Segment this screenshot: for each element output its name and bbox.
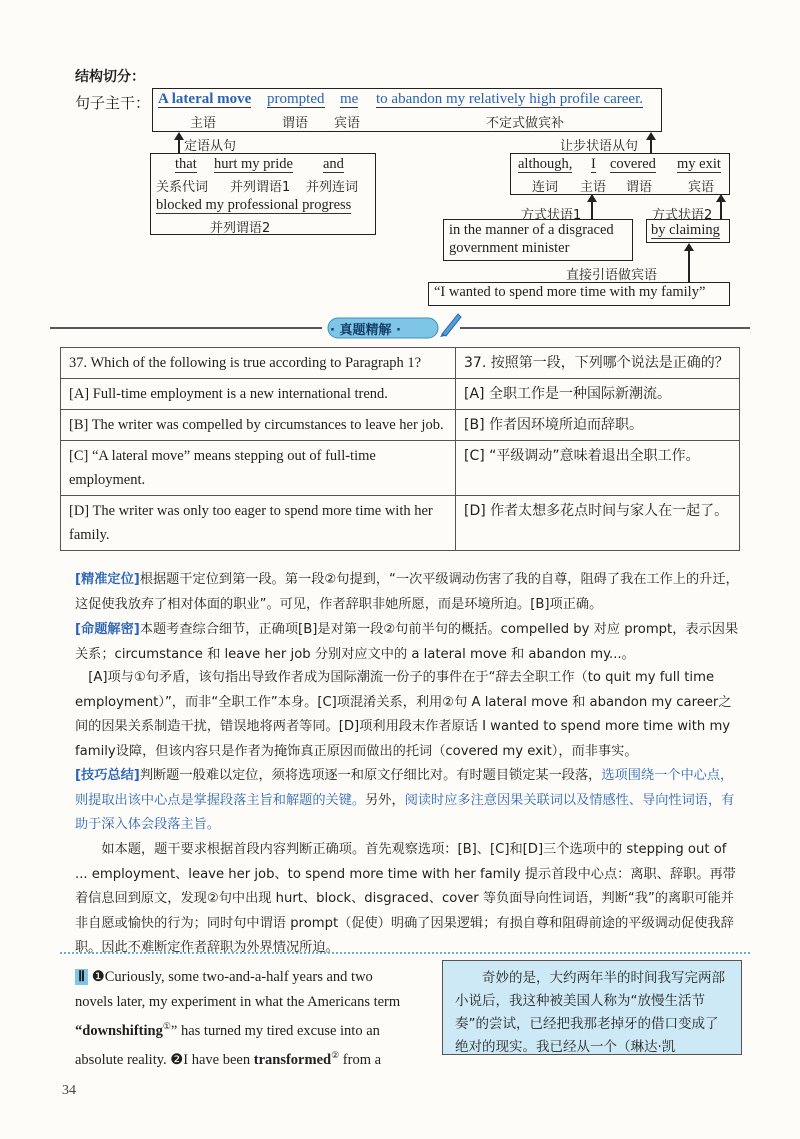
arrow-up-icon	[646, 132, 656, 140]
option-a-zh: [A] 全职工作是一种国际新潮流。	[456, 379, 740, 410]
analysis-tag: [命题解密]	[75, 622, 140, 637]
analysis-distractors: [A]项与①句矛盾，该句指出导致作者成为国际潮流一份子的事件在于“辞去全职工作（to quit my full time employment）”，而非“全职工作”本身。[C]项混淆关系，利用②句 A lateral move 和 abandon my career之间的因果关系制造干扰，错误地将两者等同。[D]项利用段末作者原话 I wanted to spend more time with my family设障，但该内容只是作者为掩饰真正原因而做出的托词（covered my exit），而非事实。	[75, 670, 732, 759]
pen-icon	[438, 310, 464, 338]
role-object: 宾语	[334, 116, 361, 131]
option-a-en: [A] Full-time employment is a new international trend.	[61, 379, 456, 410]
manner2-text: by claiming	[651, 222, 720, 238]
main-clause-subject: A lateral move	[158, 91, 252, 107]
conc-role-i: 主语	[580, 180, 607, 195]
conc-although: although,	[518, 156, 573, 172]
quote-text: “I wanted to spend more time with my family”	[434, 284, 706, 300]
main-clause-complement: to abandon my relatively high profile career.	[376, 91, 643, 107]
conc-role-although: 连词	[532, 180, 559, 195]
option-c-en: [C] “A lateral move” means stepping out of full-time employment.	[61, 441, 456, 496]
passage-paragraph: Ⅱ ❶Curiously, some two-and-a-half years and two novels later, my experiment in what the Americans term “downshifting①” has turned my tired excuse into an absolute reality. ❷I have been transformed② from a	[75, 969, 401, 1069]
table-row	[61, 410, 740, 441]
table-row	[61, 496, 740, 551]
manner1-label: 方式状语1	[521, 208, 582, 223]
attr-role-and: 并列连词	[306, 180, 359, 195]
section-number: Ⅱ	[75, 969, 88, 985]
attr-blocked: blocked my professional progress	[156, 197, 352, 213]
question-stem-zh: 37. 按照第一段，下列哪个说法是正确的？	[456, 348, 740, 379]
analysis-precise-location: [精准定位]根据题干定位到第一段。第一段②句提到，“一次平级调动伤害了我的自尊，阻碍了我在工作上的升迁，这促使我放弃了相对体面的职业”。可见，作者辞职非她所愿，而是环境所迫。[B]项正确。	[75, 572, 739, 612]
translation-box: 奇妙的是，大约两年半的时间我写完两部小说后，我这种被美国人称为“放慢生活节奏”的尝试，已经把我那老掉牙的借口变成了绝对的现实。我已经从一个（琳达·凯	[442, 960, 742, 1055]
question-table	[60, 347, 740, 551]
connector-line	[650, 140, 652, 154]
main-clause-object: me	[340, 91, 359, 107]
connector-line	[688, 250, 690, 282]
conc-role-covered: 谓语	[626, 180, 653, 195]
analysis-tag: [精准定位]	[75, 572, 140, 587]
option-b-en: [B] The writer was compelled by circumstances to leave her job.	[61, 410, 456, 441]
option-b-zh: [B] 作者因环境所迫而辞职。	[456, 410, 740, 441]
conc-covered: covered	[610, 156, 656, 172]
page-number: 34	[62, 1083, 76, 1098]
attributive-label: 定语从句	[184, 139, 237, 154]
conc-i: I	[591, 156, 596, 172]
concessive-label: 让步状语从句	[560, 139, 639, 154]
option-c-zh: [C] “平级调动”意味着退出全职工作。	[456, 441, 740, 496]
conc-exit: my exit	[677, 156, 721, 172]
connector-line	[591, 201, 593, 219]
connector-line	[178, 140, 180, 154]
role-subject: 主语	[190, 116, 217, 131]
table-row	[61, 348, 740, 379]
analysis-decode: [命题解密]本题考查综合细节，正确项[B]是对第一段②句前半句的概括。compelled by 对应 prompt，表示因果关系；circumstance 和 leave her job 分别对应文中的 a lateral move 和 abandon my...。	[75, 622, 739, 662]
attr-and: and	[323, 156, 344, 172]
arrow-up-icon	[716, 194, 726, 202]
analysis-tag: [技巧总结]	[75, 768, 140, 783]
role-verb: 谓语	[282, 116, 309, 131]
quote-label: 直接引语做宾语	[566, 268, 658, 283]
attr-role-hurt: 并列谓语1	[230, 180, 291, 195]
manner2-label: 方式状语2	[652, 208, 713, 223]
manner1-text-1: in the manner of a disgraced	[449, 222, 614, 238]
attr-hurt: hurt my pride	[214, 156, 293, 172]
option-d-zh: [D] 作者太想多花点时间与家人在一起了。	[456, 496, 740, 551]
main-clause-label: 句子主干：	[75, 94, 151, 112]
connector-line	[720, 201, 722, 219]
analysis-tips: [技巧总结]判断题一般难以定位，须将选项逐一和原文仔细比对。有时题目锁定某一段落，选项围绕一个中心点，则提取出该中心点是掌握段落主旨和解题的关键。另外，阅读时应多注意因果关联词以及情感性、导向性词语，有助于深入体会段落主旨。	[75, 768, 735, 832]
analysis-example: 如本题，题干要求根据首段内容判断正确项。首先观察选项：[B]、[C]和[D]三个选项中的 stepping out of ... employment、leave her job、to spend more time with her family 提示首段中心点：离职、辞职。再带着信息回到原文，发现②句中出现 hurt、block、disgraced、cover 等负面导向性词语，判断“我”的离职可能并非自愿或愉快的行为；同时句中谓语 prompt（促使）明确了因果逻辑；有损自尊和阻碍前途的平级调动促使我辞职。因此不难断定作者辞职为外界情况所迫。	[75, 842, 736, 955]
role-complement: 不定式做宾补	[486, 116, 565, 131]
attr-role-blocked: 并列谓语2	[210, 221, 271, 236]
option-d-en: [D] The writer was only too eager to spend more time with her family.	[61, 496, 456, 551]
main-clause-verb: prompted	[267, 91, 325, 107]
arrow-up-icon	[684, 243, 694, 251]
question-stem-en: 37. Which of the following is true according to Paragraph 1?	[61, 348, 456, 379]
table-row	[61, 379, 740, 410]
table-row	[61, 441, 740, 496]
section-label: 结构切分：	[75, 69, 145, 85]
section-title: · 真题精解 ·	[330, 323, 401, 338]
conc-role-exit: 宾语	[688, 180, 715, 195]
manner1-text-2: government minister	[449, 240, 570, 256]
arrow-up-icon	[174, 132, 184, 140]
arrow-up-icon	[587, 194, 597, 202]
attr-that: that	[175, 156, 197, 172]
attr-role-that: 关系代词	[156, 180, 209, 195]
divider	[60, 952, 750, 954]
